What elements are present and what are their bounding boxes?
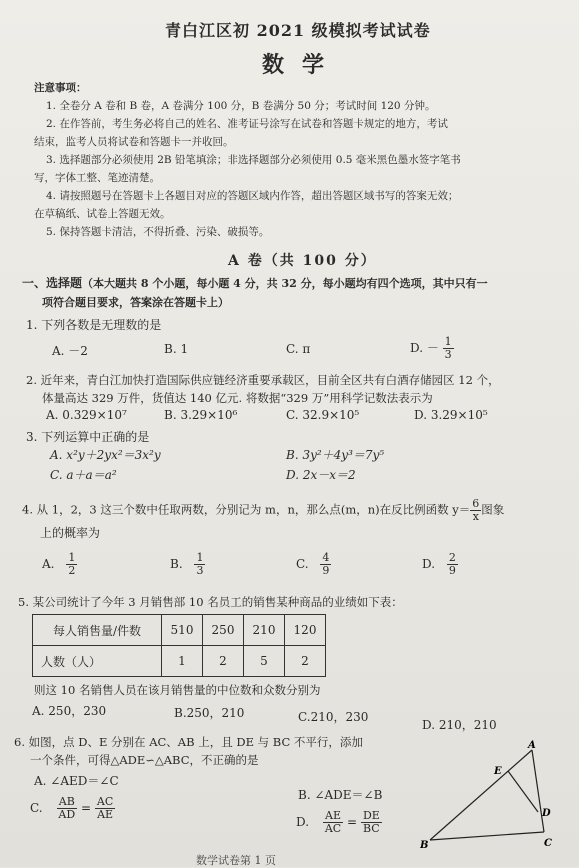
q3-option-d: D. 2x－x＝2	[286, 468, 356, 482]
fraction-numerator: 4	[322, 551, 330, 564]
q1-stem: 1. 下列各数是无理数的是	[26, 318, 162, 332]
section-a-title: A 卷（共 100 分）	[228, 253, 377, 269]
q2-option-a: A. 0.329×10⁷	[46, 408, 127, 422]
segment-ed	[508, 771, 538, 812]
table-cell: 250	[203, 615, 244, 646]
note-line: 2. 在作答前，考生务必将自己的姓名、准考证号涂写在试卷和答题卡规定的地方，考试	[46, 118, 448, 130]
q1-option-d-prefix: D. －	[410, 341, 439, 355]
q4-option-a-fraction	[66, 552, 77, 577]
q5-option-d: D. 210，210	[422, 718, 497, 732]
fraction-numerator: 6	[472, 497, 480, 510]
table-row-label: 人数（人）	[33, 646, 162, 677]
q6-option-d	[296, 810, 382, 835]
q5-option-a: A. 250，230	[32, 704, 107, 718]
section-one-heading	[22, 274, 488, 291]
q6-option-c	[30, 796, 115, 821]
equals-sign: =	[347, 815, 358, 829]
fraction-numerator: DE	[362, 809, 380, 822]
q4-option-d	[422, 552, 458, 577]
section-one-desc: （本大题共 8 个小题，每小题 4 分，共 32 分，每小题均有四个选项，其中只有一	[82, 277, 488, 290]
sales-table	[32, 614, 326, 677]
fraction-denominator: 2	[68, 564, 76, 577]
q2-line1: 2. 近年来，青白江加快打造国际供应链经济重要承载区，目前全区共有白酒存储园区 12 个，	[26, 373, 500, 387]
fraction-numerator: AE	[325, 809, 342, 822]
option-prefix: B.	[170, 557, 183, 571]
table-cell: 120	[285, 615, 326, 646]
q2-option-c: C. 32.9×10⁵	[286, 408, 360, 422]
note-line: 在草稿纸、试卷上答题无效。	[34, 208, 171, 220]
q4-line1-tail: 图象	[481, 502, 505, 517]
q6-option-d-fraction-right	[361, 810, 382, 835]
fraction-numerator: AB	[58, 795, 75, 808]
q4-option-c	[296, 552, 331, 577]
vertex-label-e: E	[494, 766, 502, 777]
table-row	[33, 615, 326, 646]
fraction-numerator: 1	[68, 551, 76, 564]
sales-table-wrap	[32, 614, 326, 677]
q3-option-a: A. x²y＋2yx²＝3x²y	[50, 448, 161, 462]
q4-option-b-fraction	[194, 552, 205, 577]
fraction-denominator: AE	[97, 808, 114, 821]
fraction-denominator: x	[472, 510, 479, 523]
note-line: 1. 全卷分 A 卷和 B 卷，A 卷满分 100 分，B 卷满分 50 分；考试时间 120 分钟。	[46, 100, 436, 112]
fraction-denominator: 3	[196, 564, 204, 577]
exam-title: 青白江区初 2021 级模拟考试试卷	[165, 21, 431, 40]
q4-option-d-fraction	[447, 552, 458, 577]
exam-subject: 数学	[262, 52, 343, 78]
q4-line1	[22, 498, 504, 523]
q4-option-c-fraction	[320, 552, 331, 577]
note-line: 5. 保持答题卡清洁，不得折叠、污染、破损等。	[46, 226, 270, 238]
option-prefix: C.	[296, 557, 309, 571]
triangle-figure	[420, 740, 560, 850]
option-prefix: A.	[42, 557, 55, 571]
fraction-numerator: AC	[96, 795, 114, 808]
fraction-denominator: AD	[58, 808, 76, 821]
q6-option-b: B. ∠ADE＝∠B	[298, 788, 383, 802]
fraction-numerator: 2	[448, 551, 456, 564]
equals-sign: =	[81, 801, 92, 815]
note-line: 结束，监考人员将试卷和答题卡一并收回。	[34, 136, 234, 148]
vertex-label-d: D	[542, 808, 551, 819]
q3-stem: 3. 下列运算中正确的是	[26, 430, 150, 444]
q1-option-d-fraction	[443, 336, 454, 361]
q4-option-b	[170, 552, 205, 577]
q1-option-c: C. π	[286, 342, 311, 356]
section-one-label: 一、选择题	[22, 276, 83, 290]
vertex-label-b: B	[420, 840, 429, 850]
note-line: 写，字体工整、笔迹清楚。	[34, 172, 160, 184]
table-row	[33, 646, 326, 677]
q2-option-d: D. 3.29×10⁵	[414, 408, 488, 422]
q1-option-b: B. 1	[164, 342, 189, 356]
table-cell: 2	[203, 646, 244, 677]
q5-option-b: B.250，210	[174, 706, 245, 720]
table-cell: 1	[162, 646, 203, 677]
vertex-label-c: C	[544, 838, 552, 849]
q4-line1-text: 4. 从 1，2，3 这三个数中任取两数，分别记为 m，n，那么点(m，n)在反比例函数 y＝	[22, 502, 471, 517]
table-row-label: 每人销售量/件数	[33, 615, 162, 646]
q6-option-c-fraction-left	[56, 796, 77, 821]
table-cell: 210	[244, 615, 285, 646]
table-cell: 5	[244, 646, 285, 677]
fraction-denominator: BC	[363, 822, 380, 835]
q5-after: 则这 10 名销售人员在该月销售量的中位数和众数分别为	[34, 683, 321, 697]
page-footer: 数学试卷第 1 页	[196, 854, 276, 867]
notes-heading: 注意事项：	[34, 82, 87, 94]
q4-function-fraction	[470, 498, 481, 523]
segment-ac	[532, 750, 544, 832]
option-prefix: C.	[30, 801, 43, 815]
segment-ba	[430, 750, 532, 840]
q6-option-c-fraction-right	[95, 796, 115, 821]
table-cell: 510	[162, 615, 203, 646]
fraction-denominator: 3	[444, 348, 452, 361]
q6-line2: 一个条件，可得△ADE∽△ABC，不正确的是	[30, 753, 259, 767]
q5-stem: 5. 某公司统计了今年 3 月销售部 10 名员工的销售某种商品的业绩如下表：	[18, 595, 403, 609]
q5-option-c: C.210，230	[298, 710, 369, 724]
q4-line2: 上的概率为	[40, 526, 101, 540]
option-prefix: D.	[422, 557, 436, 571]
table-cell: 2	[285, 646, 326, 677]
q1-option-d	[410, 336, 454, 361]
q1-option-a: A. －2	[52, 344, 88, 358]
q4-option-a	[42, 552, 77, 577]
note-line: 3. 选择题部分必须使用 2B 铅笔填涂；非选择题部分必须使用 0.5 毫米黑色墨水签字笔书	[46, 154, 461, 166]
vertex-label-a: A	[528, 740, 536, 751]
q3-option-b: B. 3y²＋4y³＝7y⁵	[286, 448, 385, 462]
option-prefix: D.	[296, 815, 310, 829]
q6-option-a: A. ∠AED＝∠C	[34, 774, 119, 788]
fraction-denominator: AC	[324, 822, 342, 835]
fraction-numerator: 1	[196, 551, 204, 564]
section-one-desc2: 项符合题目要求，答案涂在答题卡上）	[42, 296, 229, 309]
q2-option-b: B. 3.29×10⁶	[164, 408, 238, 422]
segment-bc	[430, 832, 544, 840]
q2-line2: 体量高达 329 万件，货值达 140 亿元. 将数据“329 万”用科学记数法表示为	[42, 391, 433, 405]
q3-option-c: C. a＋a＝a²	[50, 468, 117, 482]
q6-option-d-fraction-left	[323, 810, 343, 835]
fraction-numerator: 1	[444, 335, 452, 348]
note-line: 4. 请按照题号在答题卡上各题目对应的答题区域内作答，超出答题区域书写的答案无效；	[46, 190, 459, 202]
fraction-denominator: 9	[322, 564, 330, 577]
q6-line1: 6. 如图，点 D、E 分别在 AC、AB 上，且 DE 与 BC 不平行，添加	[14, 735, 363, 749]
fraction-denominator: 9	[448, 564, 456, 577]
